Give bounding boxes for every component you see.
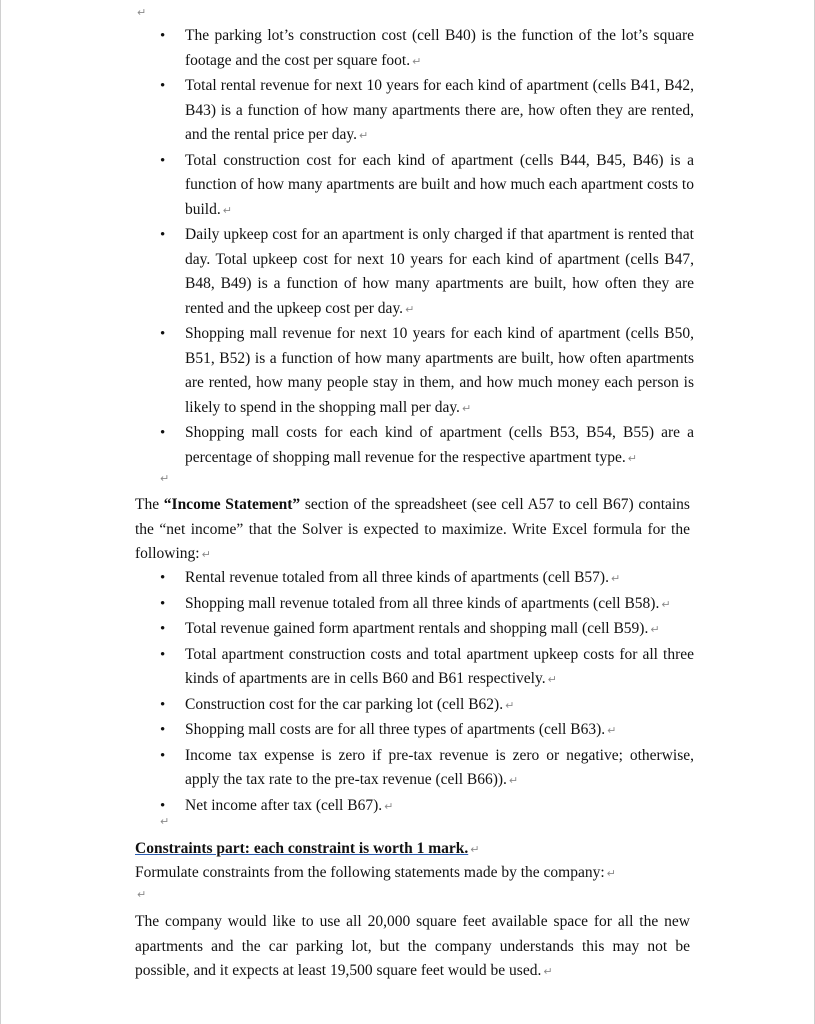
list-item: • Shopping mall revenue totaled from all three kinds of apartments (cell B58). ↵ (160, 592, 694, 618)
bullet-icon: • (160, 78, 166, 94)
income-formula-list (160, 566, 694, 819)
income-statement-intro: The “Income Statement” section of the spreadsheet (see cell A57 to cell B67) contains the “net income” that the Solver is expected to maximize. Write Excel formula for the following: ↵ (135, 496, 690, 562)
bullet-icon: • (160, 570, 166, 586)
list-item: • Rental revenue totaled from all three kinds of apartments (cell B57). ↵ (160, 566, 694, 592)
list-item: • Shopping mall revenue for next 10 years for each kind of apartment (cells B50, B51, B52) is a function of how many apartments are built, how often apartments are rented, how many people stay in them, and how much money each person is likely to spend in the shopping mall per day. ↵ (160, 322, 694, 421)
bullet-icon: • (160, 227, 166, 243)
bullet-icon: • (160, 621, 166, 637)
bullet-icon: • (160, 326, 166, 342)
list-item: • Total rental revenue for next 10 years for each kind of apartment (cells B41, B42, B43) is a function of how many apartments there are, how often they are rented, and the rental price per day. ↵ (160, 74, 694, 149)
list-item: • Total apartment construction costs and total apartment upkeep costs for all three kinds of apartments are in cells B60 and B61 respectively. ↵ (160, 643, 694, 693)
paragraph-mark: ↵ (137, 6, 147, 19)
bullet-icon: • (160, 696, 166, 713)
constraints-subheading: Formulate constraints from the following statements made by the company: ↵ (135, 864, 616, 881)
bullet-icon: • (160, 595, 166, 612)
list-item: • Shopping mall costs are for all three types of apartments (cell B63). ↵ (160, 718, 694, 744)
cell-description-list (160, 24, 694, 471)
bullet-icon: • (160, 747, 166, 764)
list-item: • The parking lot’s construction cost (cell B40) is the function of the lot’s square footage and the cost per square foot. ↵ (160, 24, 694, 74)
bullet-icon: • (160, 722, 166, 738)
bullet-icon: • (160, 28, 166, 44)
bullet-icon: • (160, 152, 166, 169)
constraints-heading: Constraints part: each constraint is worth 1 mark. ↵ (135, 840, 480, 857)
constraint-paragraph: The company would like to use all 20,000 square feet available space for all the new apartments and the car parking lot, but the company understands this may not be possible, and it expects at least 19,500 square feet would be used. ↵ (135, 913, 690, 979)
list-item: • Total construction cost for each kind of apartment (cells B44, B45, B46) is a function of how many apartments are built and how much each apartment costs to build. ↵ (160, 149, 694, 224)
paragraph-mark: ↵ (160, 472, 170, 485)
list-item: • Shopping mall costs for each kind of apartment (cells B53, B54, B55) are a percentage of shopping mall revenue for the respective apartment type. ↵ (160, 421, 694, 471)
list-item: • Income tax expense is zero if pre-tax revenue is zero or negative; otherwise, apply the tax rate to the pre-tax revenue (cell B66)). ↵ (160, 744, 694, 794)
paragraph-mark: ↵ (137, 888, 147, 901)
bullet-icon: • (160, 797, 166, 814)
paragraph-mark: ↵ (160, 815, 170, 828)
list-item: • Total revenue gained form apartment rentals and shopping mall (cell B59). ↵ (160, 617, 694, 643)
bullet-icon: • (160, 425, 166, 441)
list-item: • Net income after tax (cell B67). ↵ (160, 794, 694, 820)
bullet-icon: • (160, 646, 166, 663)
list-item: • Daily upkeep cost for an apartment is only charged if that apartment is rented that day. Total upkeep cost for next 10 years for each kind of apartment (cells B47, B48, B49) is a function of how many apartments are built, how often they are rented and the upkeep cost per day. ↵ (160, 223, 694, 322)
page-border-left (0, 0, 1, 1024)
list-item: • Construction cost for the car parking lot (cell B62). ↵ (160, 693, 694, 719)
